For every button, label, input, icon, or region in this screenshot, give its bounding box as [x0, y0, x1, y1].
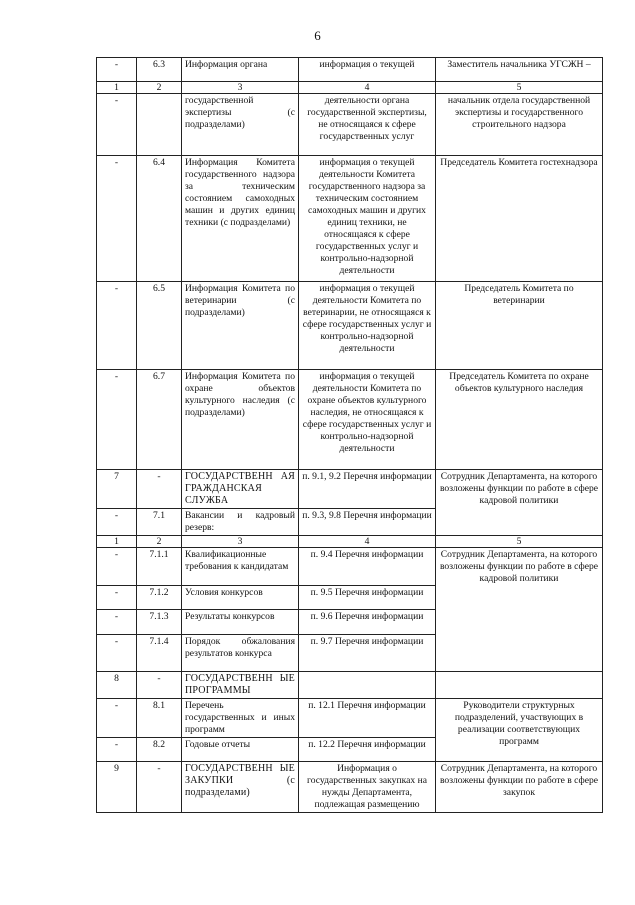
- column-numbers-row: [97, 82, 603, 94]
- col-num-5: 5: [436, 82, 603, 94]
- cell-index: 7: [97, 470, 137, 509]
- cell-content: п. 12.1 Перечня информации: [299, 699, 436, 738]
- cell-number: -: [137, 762, 182, 813]
- cell-title: Порядок обжалования результатов конкурса: [182, 635, 299, 672]
- cell-title: ГОСУДАРСТВЕНН ЫЕ ЗАКУПКИ (с подразделами): [182, 762, 299, 813]
- cell-responsible: Сотрудник Департамента, на которого возложены функции по работе в сфере кадровой политики: [436, 470, 603, 536]
- cell-index: -: [97, 156, 137, 282]
- cell-index: -: [97, 58, 137, 82]
- cell-responsible: Сотрудник Департамента, на которого возложены функции по работе в сфере закупок: [436, 762, 603, 813]
- cell-number: [137, 94, 182, 156]
- cell-index: -: [97, 738, 137, 762]
- cell-title: Квалификационные требования к кандидатам: [182, 548, 299, 586]
- cell-content: информация о текущей деятельности Комитета по охране объектов культурного наследия, не относящаяся к сфере государственных услуг и контрольно-надзорной деятельности: [299, 370, 436, 470]
- cell-index: -: [97, 370, 137, 470]
- table-row: [97, 156, 603, 282]
- cell-number: 8.1: [137, 699, 182, 738]
- cell-index: -: [97, 699, 137, 738]
- cell-number: 7.1.4: [137, 635, 182, 672]
- cell-title: Вакансии и кадровый резерв:: [182, 509, 299, 536]
- cell-index: -: [97, 610, 137, 635]
- cell-number: 7.1.2: [137, 586, 182, 610]
- cell-number: 7.1.1: [137, 548, 182, 586]
- cell-responsible: начальник отдела государственной экспертизы и государственного строительного надзора: [436, 94, 603, 156]
- cell-content: п. 9.7 Перечня информации: [299, 635, 436, 672]
- cell-title: Результаты конкурсов: [182, 610, 299, 635]
- cell-number: -: [137, 470, 182, 509]
- cell-content: [299, 672, 436, 699]
- document-table: [96, 57, 603, 813]
- cell-title: Перечень государственных и иных программ: [182, 699, 299, 738]
- cell-title: ГОСУДАРСТВЕНН АЯ ГРАЖДАНСКАЯ СЛУЖБА: [182, 470, 299, 509]
- cell-responsible: Председатель Комитета по охране объектов культурного наследия: [436, 370, 603, 470]
- cell-content: деятельности органа государственной экспертизы, не относящаяся к сфере государственных услуг: [299, 94, 436, 156]
- cell-number: -: [137, 672, 182, 699]
- table-row: [97, 672, 603, 699]
- cell-title: Информация органа: [182, 58, 299, 82]
- cell-index: -: [97, 509, 137, 536]
- cell-index: -: [97, 94, 137, 156]
- col-num-3: 3: [182, 82, 299, 94]
- cell-title: Годовые отчеты: [182, 738, 299, 762]
- cell-title: государственной экспертизы (с подразделами): [182, 94, 299, 156]
- cell-responsible: Председатель Комитета гостехнадзора: [436, 156, 603, 282]
- cell-responsible: Сотрудник Департамента, на которого возложены функции по работе в сфере кадровой политики: [436, 548, 603, 672]
- cell-title: Информация Комитета государственного надзора за техническим состоянием самоходных машин и других единиц техники (с подразделами): [182, 156, 299, 282]
- col-num-1: 1: [97, 82, 137, 94]
- table-row: [97, 699, 603, 738]
- page-number: 6: [314, 28, 321, 43]
- cell-number: 6.3: [137, 58, 182, 82]
- cell-number: 7.1: [137, 509, 182, 536]
- cell-number: 6.5: [137, 282, 182, 370]
- cell-content: информация о текущей деятельности Комитета по ветеринарии, не относящаяся к сфере государственных услуг и контрольно-надзорной деятельности: [299, 282, 436, 370]
- table-row: [97, 94, 603, 156]
- cell-title: Информация Комитета по охране объектов культурного наследия (с подразделами): [182, 370, 299, 470]
- cell-index: -: [97, 586, 137, 610]
- column-numbers-row: [97, 536, 603, 548]
- col-num-3: 3: [182, 536, 299, 548]
- col-num-2: 2: [137, 82, 182, 94]
- cell-content: информация о текущей деятельности Комитета государственного надзора за техническим состоянием самоходных машин и других единиц техники, не относящаяся к сфере государственных услуг и контрольно-надзорной деятельности: [299, 156, 436, 282]
- cell-index: 8: [97, 672, 137, 699]
- col-num-4: 4: [299, 82, 436, 94]
- cell-responsible: Руководители структурных подразделений, участвующих в реализации соответствующих программ: [436, 699, 603, 762]
- cell-index: -: [97, 548, 137, 586]
- table-row: [97, 282, 603, 370]
- cell-title: Информация Комитета по ветеринарии (с подразделами): [182, 282, 299, 370]
- cell-number: 6.4: [137, 156, 182, 282]
- cell-index: -: [97, 635, 137, 672]
- cell-number: 7.1.3: [137, 610, 182, 635]
- cell-responsible: [436, 672, 603, 699]
- cell-title: Условия конкурсов: [182, 586, 299, 610]
- table-row: [97, 58, 603, 82]
- col-num-2: 2: [137, 536, 182, 548]
- cell-content: п. 9.4 Перечня информации: [299, 548, 436, 586]
- cell-number: 8.2: [137, 738, 182, 762]
- cell-content: п. 9.5 Перечня информации: [299, 586, 436, 610]
- cell-responsible: Заместитель начальника УГСЖН –: [436, 58, 603, 82]
- cell-responsible: Председатель Комитета по ветеринарии: [436, 282, 603, 370]
- cell-content: п. 9.1, 9.2 Перечня информации: [299, 470, 436, 509]
- cell-content: п. 9.3, 9.8 Перечня информации: [299, 509, 436, 536]
- cell-content: Информация о государственных закупках на нужды Департамента, подлежащая размещению: [299, 762, 436, 813]
- cell-index: 9: [97, 762, 137, 813]
- cell-index: -: [97, 282, 137, 370]
- cell-content: п. 12.2 Перечня информации: [299, 738, 436, 762]
- cell-content: информация о текущей: [299, 58, 436, 82]
- cell-number: 6.7: [137, 370, 182, 470]
- table-row: [97, 370, 603, 470]
- col-num-1: 1: [97, 536, 137, 548]
- cell-content: п. 9.6 Перечня информации: [299, 610, 436, 635]
- table-row: [97, 762, 603, 813]
- cell-title: ГОСУДАРСТВЕНН ЫЕ ПРОГРАММЫ: [182, 672, 299, 699]
- col-num-5: 5: [436, 536, 603, 548]
- table-row: [97, 470, 603, 509]
- col-num-4: 4: [299, 536, 436, 548]
- table-row: [97, 548, 603, 586]
